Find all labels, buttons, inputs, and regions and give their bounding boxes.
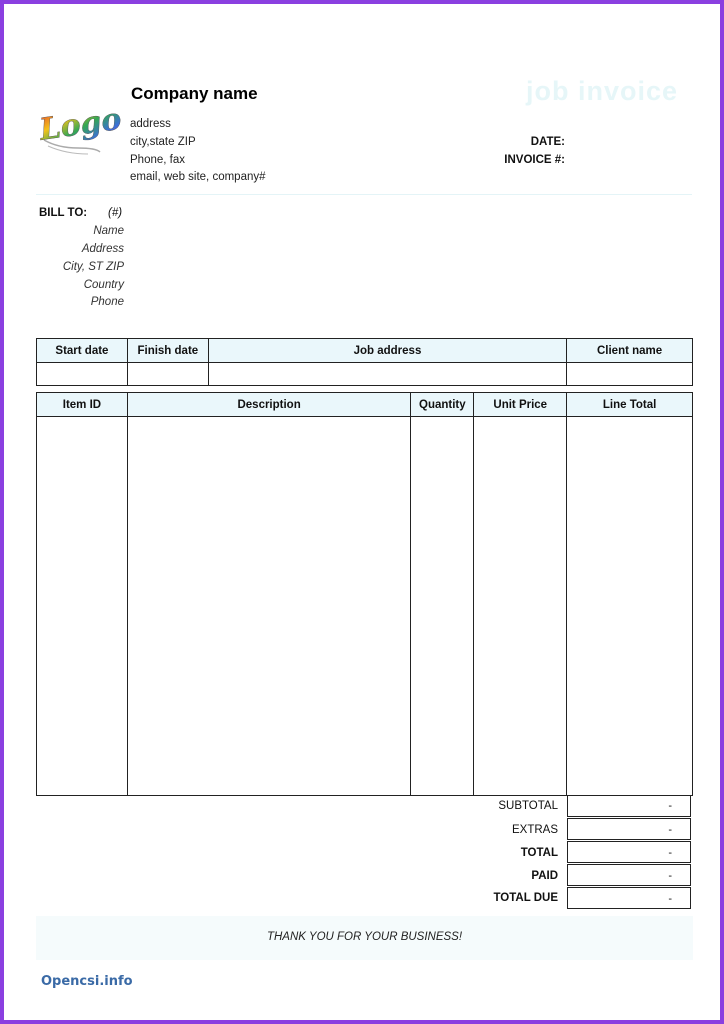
item-id-header: Item ID: [37, 393, 128, 417]
bill-to-city-st-zip: City, ST ZIP: [62, 261, 124, 273]
invoice-number-label: INVOICE #:: [504, 154, 565, 166]
subtotal-label: SUBTOTAL: [498, 800, 558, 812]
job-details-table: [36, 338, 693, 386]
header-divider: [36, 194, 692, 195]
total-due-label: TOTAL DUE: [493, 892, 558, 904]
line-total-header: Line Total: [567, 393, 693, 417]
line-total-column[interactable]: [567, 417, 693, 796]
extras-value[interactable]: -: [567, 818, 691, 840]
unit-price-column[interactable]: [474, 417, 567, 796]
quantity-column[interactable]: [411, 417, 474, 796]
finish-date-header: Finish date: [127, 339, 208, 363]
bill-to-country: Country: [83, 279, 124, 291]
job-address-header: Job address: [208, 339, 566, 363]
total-label: TOTAL: [520, 847, 558, 859]
start-date-header: Start date: [37, 339, 128, 363]
document-title: job invoice: [526, 76, 679, 106]
bill-to-phone: Phone: [90, 296, 124, 308]
client-name-header: Client name: [567, 339, 693, 363]
source-site-link[interactable]: Opencsi.info: [41, 974, 133, 989]
paid-label: PAID: [531, 870, 558, 882]
bill-to-name: Name: [93, 225, 124, 237]
company-name: Company name: [131, 84, 258, 103]
item-id-column[interactable]: [37, 417, 128, 796]
description-column[interactable]: [127, 417, 411, 796]
line-items-table: [36, 392, 693, 796]
date-label: DATE:: [530, 136, 565, 148]
company-address: address: [130, 118, 171, 130]
total-due-value[interactable]: -: [567, 887, 691, 909]
company-phone-fax: Phone, fax: [130, 154, 185, 166]
company-logo: [37, 90, 124, 160]
description-header: Description: [127, 393, 411, 417]
company-city-state-zip: city,state ZIP: [130, 136, 196, 148]
subtotal-value[interactable]: -: [567, 795, 691, 817]
bill-to-number: (#): [108, 207, 123, 219]
thank-you-message: THANK YOU FOR YOUR BUSINESS!: [266, 931, 463, 943]
start-date-cell[interactable]: [37, 363, 128, 386]
client-name-cell[interactable]: [567, 363, 693, 386]
company-email-web: email, web site, company#: [130, 171, 266, 183]
extras-label: EXTRAS: [511, 824, 558, 836]
unit-price-header: Unit Price: [474, 393, 567, 417]
finish-date-cell[interactable]: [127, 363, 208, 386]
job-address-cell[interactable]: [208, 363, 566, 386]
logo-text: Logo: [37, 101, 124, 148]
quantity-header: Quantity: [411, 393, 474, 417]
bill-to-address: Address: [81, 243, 124, 255]
bill-to-label: BILL TO:: [39, 207, 88, 219]
paid-value[interactable]: -: [567, 864, 691, 886]
total-value[interactable]: -: [567, 841, 691, 863]
